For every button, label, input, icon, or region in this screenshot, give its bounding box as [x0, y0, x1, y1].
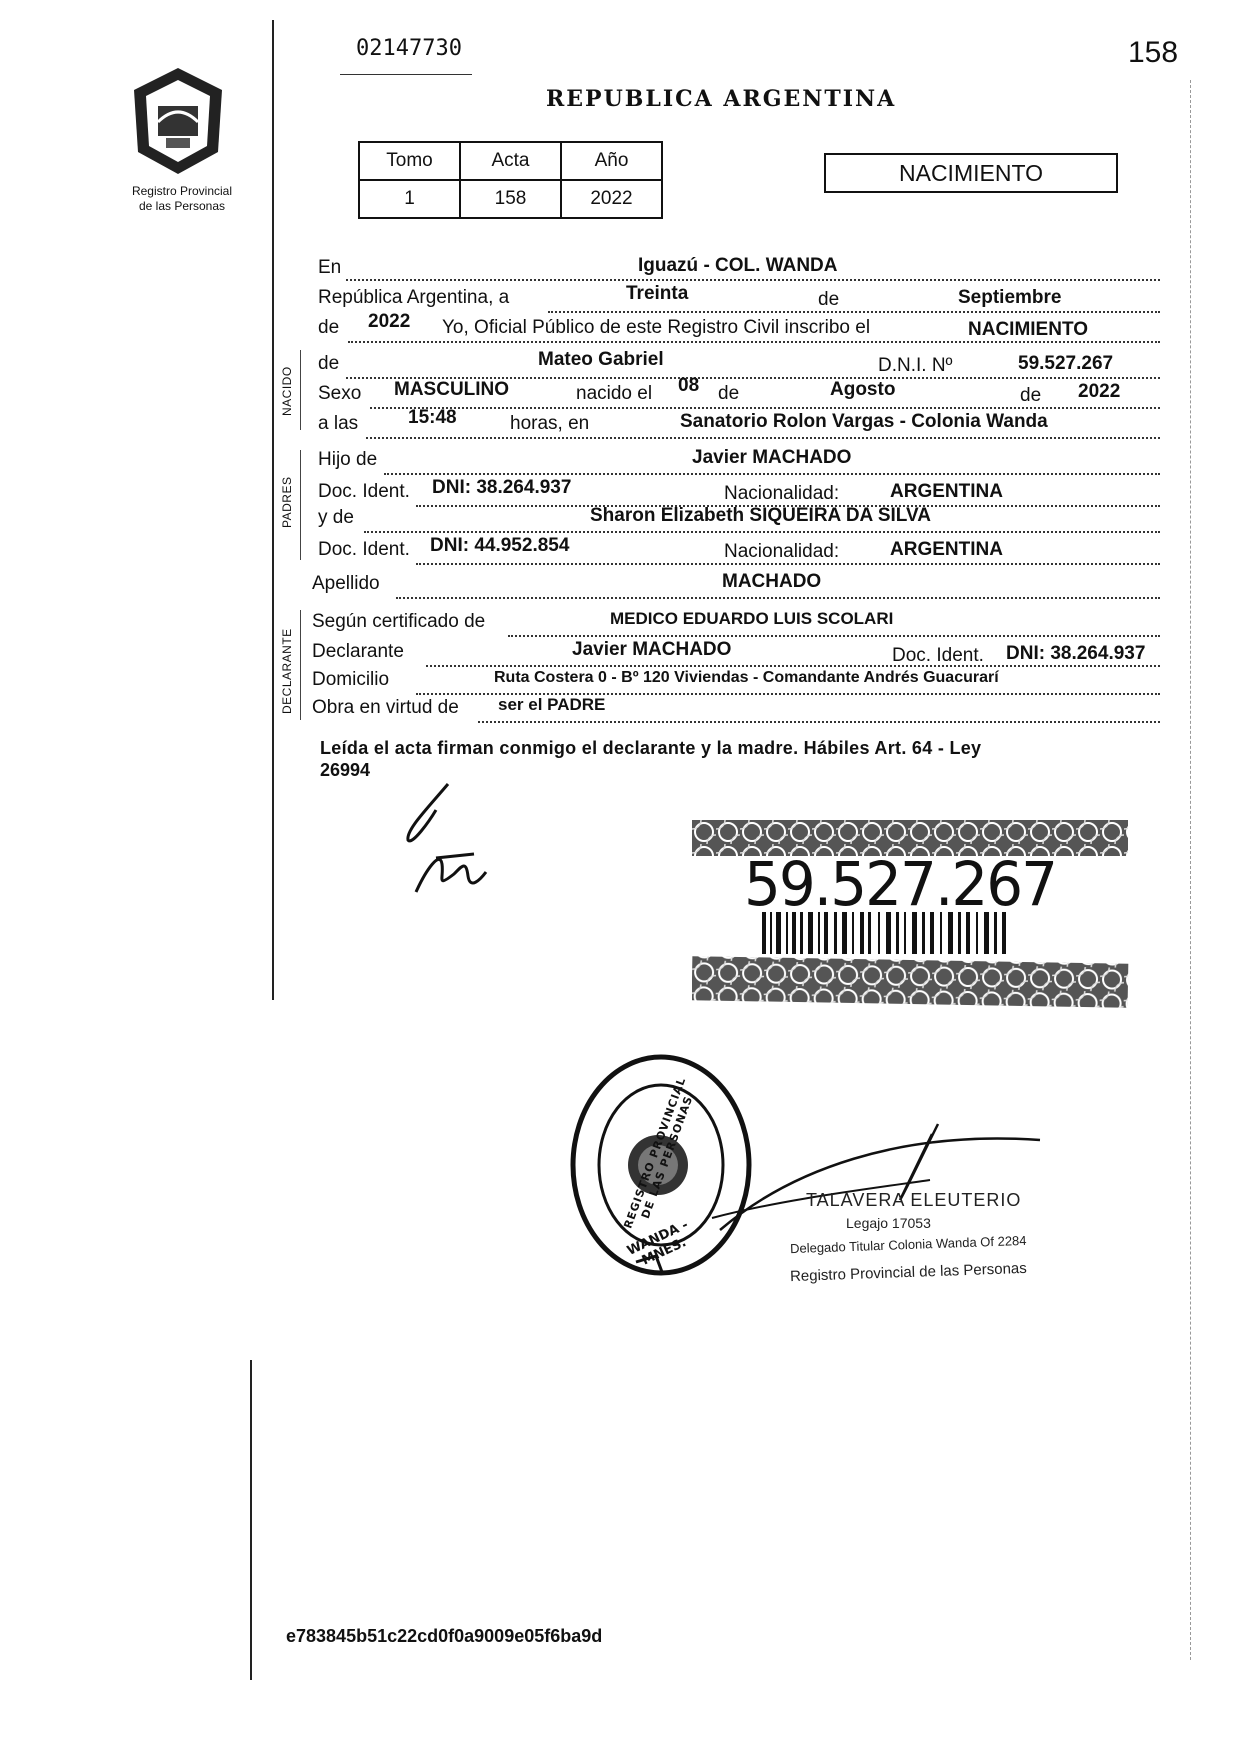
- seal-ring-text: REGISTRO PROVINCIAL DE LAS PERSONAS: [621, 1075, 696, 1231]
- value-year: 2022: [368, 311, 411, 332]
- value-surname: MACHADO: [722, 571, 822, 592]
- dots: [548, 311, 1160, 313]
- seal-bottom-text: WANDA - MNES.: [624, 1217, 691, 1269]
- value-virtue: ser el PADRE: [498, 695, 606, 714]
- left-margin-line-lower: [250, 1360, 252, 1680]
- dots: [384, 473, 1160, 475]
- value-birth-month: Agosto: [830, 379, 896, 400]
- right-margin-line: [1190, 80, 1191, 1660]
- dots: [416, 563, 1160, 565]
- value-day: Treinta: [626, 283, 689, 304]
- value-birth-year: 2022: [1078, 381, 1121, 402]
- table-header-tomo: Tomo: [359, 142, 460, 180]
- row-mother-doc: [318, 535, 1162, 565]
- value-birth-day: 08: [678, 375, 700, 396]
- value-birth-place: Sanatorio Rolon Vargas - Colonia Wanda: [680, 411, 1048, 432]
- dots: [478, 721, 1160, 723]
- dots: [346, 279, 1160, 281]
- value-month: Septiembre: [958, 287, 1062, 308]
- row-year: [318, 311, 1162, 345]
- serial-number: 02147730: [356, 36, 462, 61]
- barcode-label: [692, 820, 1130, 1020]
- serial-underline: [340, 74, 472, 75]
- dots: [364, 531, 1160, 533]
- value-sex: MASCULINO: [394, 379, 510, 400]
- row-place: [318, 255, 1162, 285]
- row-address: [312, 667, 1162, 697]
- label-dni: D.N.I. Nº: [878, 355, 953, 376]
- official-role: Delegado Titular Colonia Wanda Of 2284: [789, 1232, 1027, 1257]
- declarant-signature: [396, 780, 506, 900]
- row-surname: [312, 571, 1162, 601]
- label-doc3: Doc. Ident.: [892, 645, 984, 666]
- page-number: 158: [1128, 36, 1179, 69]
- label-nacido: nacido el: [576, 383, 653, 404]
- registry-logo: [118, 62, 238, 182]
- value-address: Ruta Costera 0 - Bº 120 Viviendas - Comandante Andrés Guacurarí: [494, 669, 999, 686]
- dots: [348, 341, 1160, 343]
- value-child-dni: 59.527.267: [1018, 353, 1114, 374]
- left-margin-line: [272, 20, 274, 1000]
- label-segun: Según certificado de: [312, 611, 486, 632]
- value-declarant: Javier MACHADO: [572, 639, 732, 660]
- label-republica: República Argentina, a: [318, 287, 510, 308]
- label-nacionalidad2: Nacionalidad:: [724, 541, 840, 562]
- row-declarant: [312, 639, 1162, 669]
- act-type-box: NACIMIENTO: [824, 153, 1118, 193]
- closing-line-2: 26994: [320, 760, 371, 780]
- label-yde: y de: [318, 507, 354, 528]
- label-horas: horas, en: [510, 413, 590, 434]
- table-value-ano: 2022: [561, 180, 662, 218]
- label-nacionalidad: Nacionalidad:: [724, 483, 840, 504]
- section-bracket-nacido: [300, 350, 301, 430]
- label-de5: de: [1020, 385, 1042, 406]
- label-sexo: Sexo: [318, 383, 362, 404]
- side-label-padres: PADRES: [280, 476, 294, 528]
- value-place: Iguazú - COL. WANDA: [638, 255, 838, 276]
- document-hash: e783845b51c22cd0f0a9009e05f6ba9d: [286, 1626, 603, 1646]
- table-header-ano: Año: [561, 142, 662, 180]
- row-mother: [318, 505, 1162, 535]
- label-obra: Obra en virtud de: [312, 697, 459, 718]
- value-child-name: Mateo Gabriel: [538, 349, 664, 370]
- value-declarant-doc: DNI: 38.264.937: [1006, 643, 1146, 664]
- row-time: [318, 407, 1162, 441]
- label-alas: a las: [318, 413, 359, 434]
- official-legajo: Legajo 17053: [846, 1215, 931, 1231]
- logo-caption-2: de las Personas: [138, 199, 226, 213]
- official-office: Registro Provincial de las Personas: [789, 1259, 1028, 1286]
- dots: [396, 597, 1160, 599]
- row-father-doc: [318, 477, 1162, 507]
- side-label-nacido: NACIDO: [280, 366, 294, 416]
- row-father: [318, 447, 1162, 477]
- row-virtue: [312, 695, 1162, 725]
- section-bracket-padres: [300, 450, 301, 560]
- label-apellido: Apellido: [312, 573, 380, 594]
- tomo-acta-ano-table: [358, 141, 663, 219]
- value-certificate: MEDICO EDUARDO LUIS SCOLARI: [610, 609, 894, 628]
- side-label-declarante: DECLARANTE: [280, 628, 294, 714]
- closing-line-1: Leída el acta firman conmigo el declarante y la madre. Hábiles Art. 64 - Ley: [320, 738, 982, 758]
- section-bracket-declarante: [300, 610, 301, 720]
- label-doc2: Doc. Ident.: [318, 539, 410, 560]
- table-header-acta: Acta: [460, 142, 561, 180]
- official-name: TALAVERA ELEUTERIO: [806, 1190, 1022, 1210]
- value-father: Javier MACHADO: [692, 447, 852, 468]
- row-date: [318, 285, 1162, 315]
- label-inscribo: Yo, Oficial Público de este Registro Civil inscribo el: [442, 317, 871, 338]
- dots: [366, 437, 1160, 439]
- label-doc: Doc. Ident.: [318, 481, 410, 502]
- label-de: de: [818, 289, 840, 310]
- document-title: REPUBLICA ARGENTINA: [546, 86, 897, 112]
- value-father-nat: ARGENTINA: [890, 481, 1003, 502]
- label-en: En: [318, 257, 342, 278]
- label-declarante: Declarante: [312, 641, 404, 662]
- dots: [370, 407, 1160, 409]
- label-de3: de: [318, 353, 340, 374]
- value-father-doc: DNI: 38.264.937: [432, 477, 572, 498]
- value-act-word: NACIMIENTO: [968, 319, 1088, 340]
- registry-seal-icon: [118, 62, 238, 182]
- row-certificate: [312, 609, 1162, 639]
- logo-caption-1: Registro Provincial: [131, 184, 233, 198]
- barcode-number: 59.527.267: [744, 848, 1057, 920]
- label-hijo: Hijo de: [318, 449, 378, 470]
- dots: [508, 635, 1160, 637]
- value-birth-time: 15:48: [408, 407, 457, 428]
- value-mother-doc: DNI: 44.952.854: [430, 535, 570, 556]
- label-de4: de: [718, 383, 740, 404]
- value-mother-nat: ARGENTINA: [890, 539, 1003, 560]
- table-value-acta: 158: [460, 180, 561, 218]
- table-value-tomo: 1: [359, 180, 460, 218]
- label-de2: de: [318, 317, 340, 338]
- row-child: [318, 351, 1162, 381]
- value-mother: Sharon Elizabeth SIQUEIRA DA SILVA: [590, 505, 931, 526]
- label-domicilio: Domicilio: [312, 669, 390, 690]
